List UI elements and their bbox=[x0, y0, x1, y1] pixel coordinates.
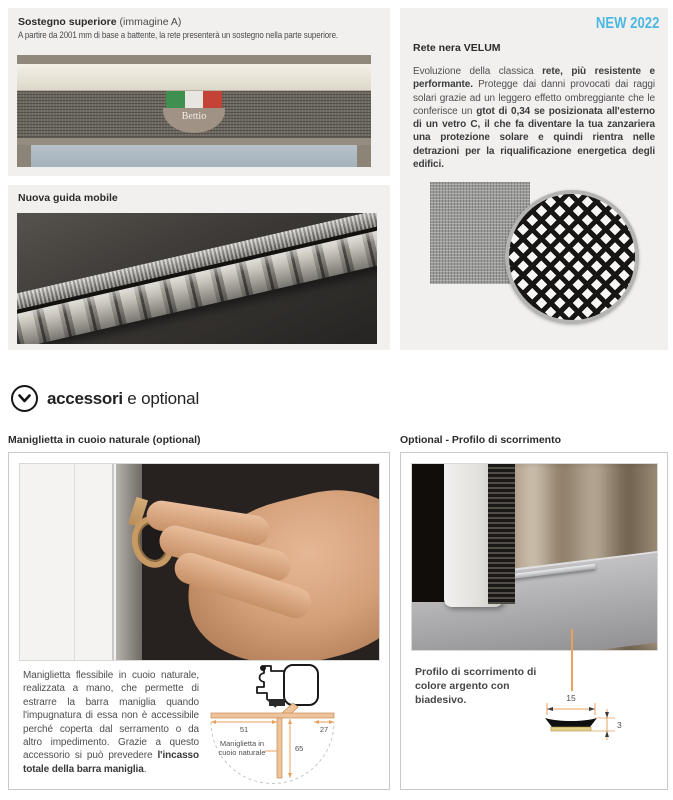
italy-flag-icon bbox=[166, 91, 222, 108]
maniglietta-technical-drawing bbox=[205, 659, 385, 787]
svg-text:15: 15 bbox=[566, 693, 576, 703]
photo-top-strip bbox=[17, 55, 371, 64]
scorrimento-caption: Profilo di scorrimento di colore argento con biadesivo. bbox=[415, 666, 537, 707]
scorrimento-title: Optional - Profilo di scorrimento bbox=[400, 434, 562, 446]
maniglietta-paragraph: Maniglietta flessibile in cuoio naturale, realizzata a mano, che permette di estrarre la barra maniglia quando l'impugnatura di essa non è accessibile perché coperta dal serramento o da altro impedimento. Grazie a questo accessorio si può prevedere l'incasso totale della barra maniglia. bbox=[23, 670, 199, 775]
svg-text:cuoio naturale: cuoio naturale bbox=[218, 748, 266, 757]
mesh-zoom-circle bbox=[505, 190, 639, 324]
photo-maniglietta bbox=[19, 463, 380, 661]
maniglietta-title: Maniglietta in cuoio naturale (optional) bbox=[8, 434, 201, 446]
accessori-heading bbox=[11, 385, 199, 412]
velum-paragraph: Evoluzione della classica rete, più resistente e performante. Protegge dai danni provocati dai raggi solari grazie ad un leggero effetto ombreggiante che le conferisce un gtot di 0,34 se posizionata all'esterno di un vetro C, il che fa diventare la tua zanzariera una protezione solare e quindi rientra nelle detrazioni per la riqualificazione energetica degli edifici. bbox=[413, 66, 656, 171]
bettio-badge bbox=[163, 91, 225, 133]
photo-window-glass bbox=[17, 145, 371, 167]
photo-support-bar bbox=[17, 64, 371, 91]
photo-mesh-band bbox=[17, 91, 371, 137]
svg-text:27: 27 bbox=[319, 725, 329, 734]
svg-text:51: 51 bbox=[239, 725, 249, 734]
sostegno-subtitle: A partire da 2001 mm di base a battente, la rete presenterà un sostegno nella parte superiore. bbox=[18, 30, 338, 41]
drawing-leader-line bbox=[571, 629, 573, 691]
guide-chain bbox=[17, 213, 377, 344]
scorrimento-box bbox=[400, 452, 668, 790]
section-rete-velum bbox=[400, 8, 668, 350]
section-sostegno-superiore bbox=[8, 8, 390, 176]
velum-title: Rete nera VELUM bbox=[413, 42, 501, 54]
scorrimento-technical-drawing bbox=[529, 691, 659, 763]
sostegno-text bbox=[18, 16, 384, 41]
photo-guida-mobile bbox=[17, 213, 377, 344]
svg-text:65: 65 bbox=[295, 744, 304, 753]
guida-title: Nuova guida mobile bbox=[18, 192, 118, 204]
photo-profilo-scorrimento bbox=[411, 463, 658, 651]
section-guida-mobile bbox=[8, 185, 390, 350]
chevron-down-icon bbox=[11, 385, 38, 412]
sostegno-title: Sostegno superiore (immagine A) bbox=[18, 16, 182, 28]
photo-brush-seal bbox=[488, 464, 515, 604]
photo-door-panel bbox=[20, 464, 116, 660]
photo-frame-line bbox=[17, 137, 371, 145]
brand-logo: Bettio bbox=[163, 108, 225, 133]
svg-text:3: 3 bbox=[617, 720, 622, 730]
photo-window-top-support bbox=[17, 55, 371, 167]
svg-text:Maniglietta in: Maniglietta in bbox=[219, 739, 265, 748]
accessori-heading-text: accessori e optional bbox=[47, 388, 200, 408]
photo-frame-strip bbox=[116, 464, 142, 660]
maniglietta-box bbox=[8, 452, 390, 790]
new-2022-badge: NEW 2022 bbox=[595, 15, 659, 32]
